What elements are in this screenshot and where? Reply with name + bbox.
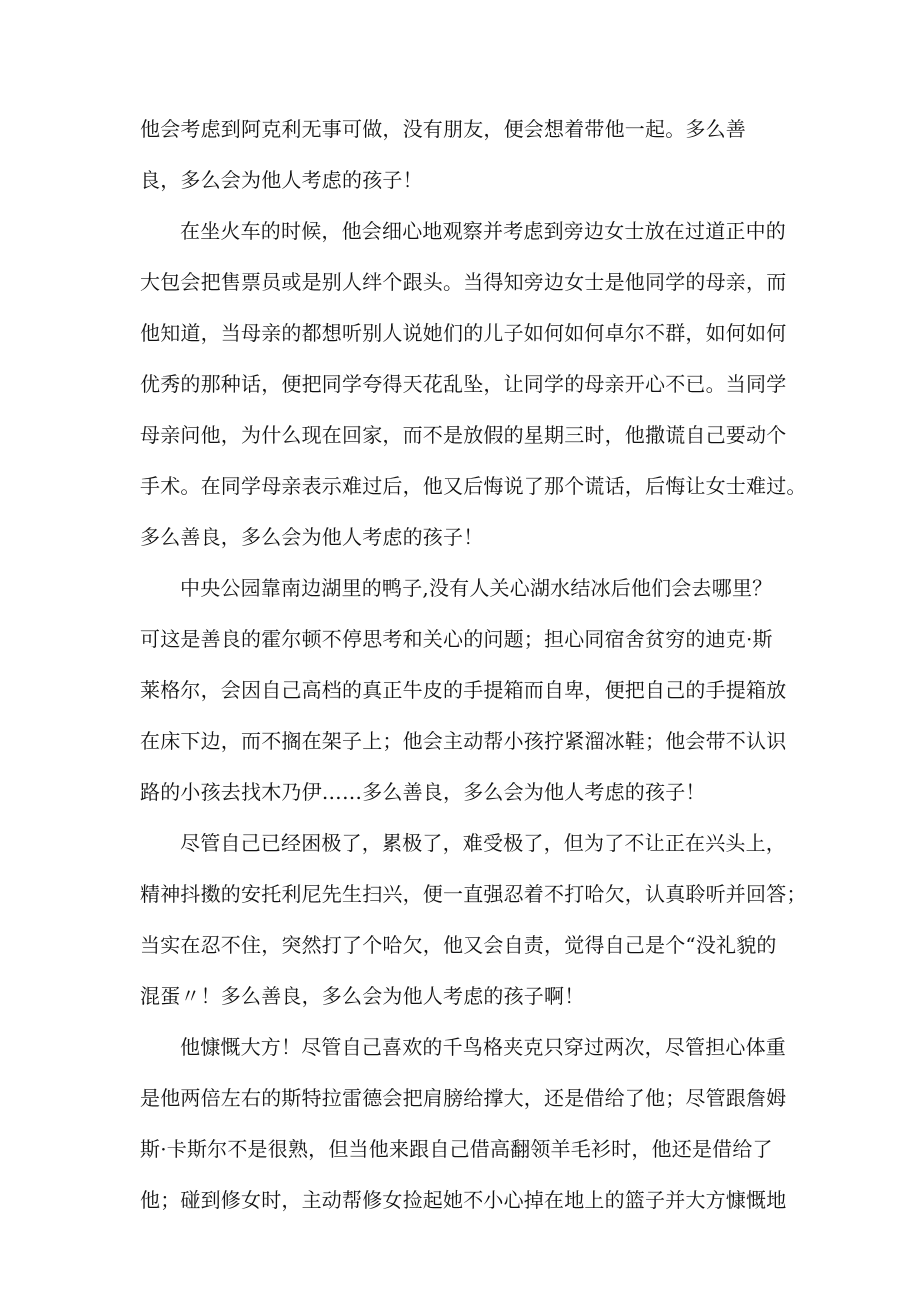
text-line: 莱格尔，会因自己高档的真正牛皮的手提箱而自卑，便把自己的手提箱放: [140, 678, 787, 702]
text-line: 路的小孩去找木乃伊……多么善良，多么会为他人考虑的孩子！: [140, 780, 706, 804]
text-line: 优秀的那种话，便把同学夸得天花乱坠，让同学的母亲开心不已。当同学: [140, 372, 787, 396]
text-line: 当实在忍不住，突然打了个哈欠，他又会自责，觉得自己是个“没礼貌的: [140, 933, 777, 957]
text-line: 大包会把售票员或是别人绊个跟头。当得知旁边女士是他同学的母亲，而: [140, 270, 787, 294]
paragraph-start-line: 他慷慨大方！尽管自己喜欢的千鸟格夹克只穿过两次，尽管担心体重: [180, 1035, 786, 1059]
text-line: 他会考虑到阿克利无事可做，没有朋友，便会想着带他一起。多么善: [140, 117, 746, 141]
text-line: 他；碰到修女时，主动帮修女捡起她不小心掉在地上的篮子并大方慷慨地: [140, 1188, 787, 1212]
body-text: [140, 104, 807, 1226]
text-line: 精神抖擞的安托利尼先生扫兴，便一直强忍着不打哈欠，认真聆听并回答；: [140, 882, 807, 906]
paragraph-start-line: 尽管自己已经困极了，累极了，难受极了，但为了不让正在兴头上，: [180, 831, 786, 855]
text-line: 多么善良，多么会为他人考虑的孩子！: [140, 525, 484, 549]
text-line: 母亲问他，为什么现在回家，而不是放假的星期三时，他撒谎自己要动个: [140, 423, 787, 447]
text-line: 良，多么会为他人考虑的孩子！: [140, 168, 423, 192]
text-line: 手术。在同学母亲表示难过后，他又后悔说了那个谎话，后悔让女士难过。: [140, 474, 807, 498]
text-line: 他知道，当母亲的都想听别人说她们的儿子如何如何卓尔不群，如何如何: [140, 321, 787, 345]
text-line: 是他两倍左右的斯特拉雷德会把肩膀给撑大，还是借给了他；尽管跟詹姆: [140, 1086, 787, 1110]
text-line: 混蛋〃！多么善良，多么会为他人考虑的孩子啊！: [140, 984, 585, 1008]
paragraph-start-line: 中央公园靠南边湖里的鸭子,没有人关心湖水结冰后他们会去哪里？: [180, 576, 773, 600]
text-line: 在床下边，而不搁在架子上；他会主动帮小孩拧紧溜冰鞋；他会带不认识: [140, 729, 787, 753]
text-line: 斯·卡斯尔不是很熟，但当他来跟自己借高翻领羊毛衫时，他还是借给了: [140, 1137, 773, 1161]
text-line: 可这是善良的霍尔顿不停思考和关心的问题；担心同宿舍贫穷的迪克·斯: [140, 627, 773, 651]
paragraph-start-line: 在坐火车的时候，他会细心地观察并考虑到旁边女士放在过道正中的: [180, 219, 786, 243]
